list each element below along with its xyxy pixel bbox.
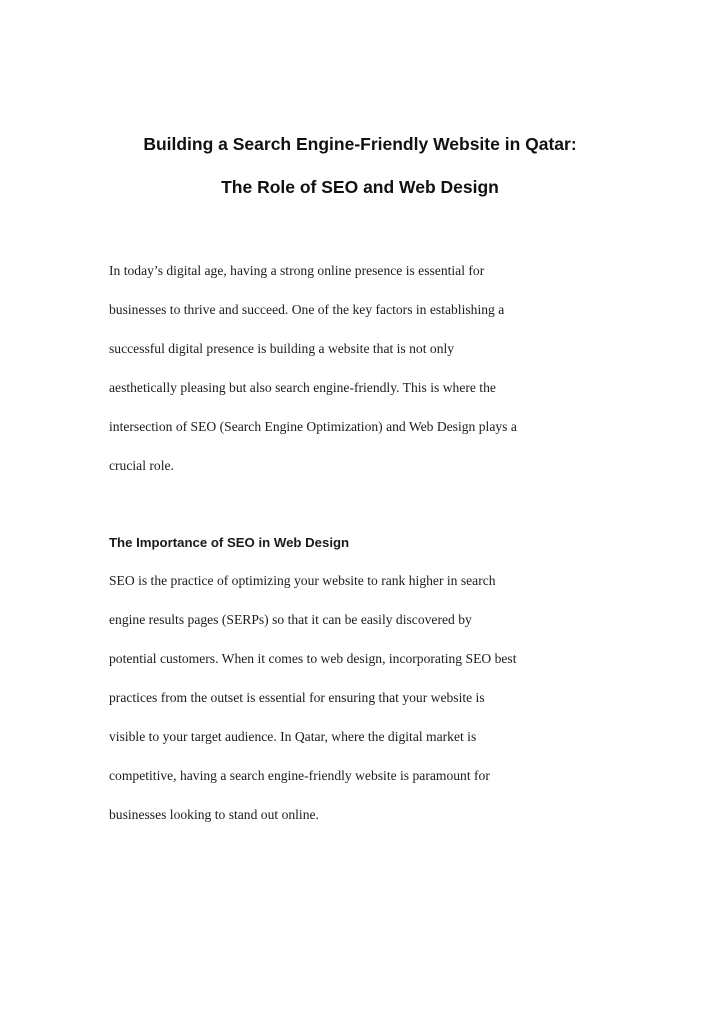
section-line: engine results pages (SERPs) so that it can be easily discovered by <box>109 612 472 627</box>
document-title-line-1: Building a Search Engine-Friendly Website in Qatar: <box>143 134 577 154</box>
section-heading-seo-importance: The Importance of SEO in Web Design <box>109 535 350 550</box>
intro-line: aesthetically pleasing but also search engine-friendly. This is where the <box>109 380 496 395</box>
section-line: SEO is the practice of optimizing your website to rank higher in search <box>109 573 496 588</box>
section-line: potential customers. When it comes to web design, incorporating SEO best <box>109 651 517 666</box>
intro-line: successful digital presence is building a website that is not only <box>109 341 455 356</box>
section-line: businesses looking to stand out online. <box>109 807 319 822</box>
section-paragraph-seo-importance <box>109 571 629 844</box>
section-line: visible to your target audience. In Qatar, where the digital market is <box>109 729 477 744</box>
section-line: practices from the outset is essential for ensuring that your website is <box>109 690 485 705</box>
intro-line: intersection of SEO (Search Engine Optimization) and Web Design plays a <box>109 419 517 434</box>
document-title-line-2: The Role of SEO and Web Design <box>221 177 499 197</box>
intro-paragraph <box>109 261 629 495</box>
intro-line: businesses to thrive and succeed. One of the key factors in establishing a <box>109 302 505 317</box>
intro-line: crucial role. <box>109 458 174 473</box>
intro-line: In today’s digital age, having a strong online presence is essential for <box>109 263 485 278</box>
section-line: competitive, having a search engine-friendly website is paramount for <box>109 768 490 783</box>
